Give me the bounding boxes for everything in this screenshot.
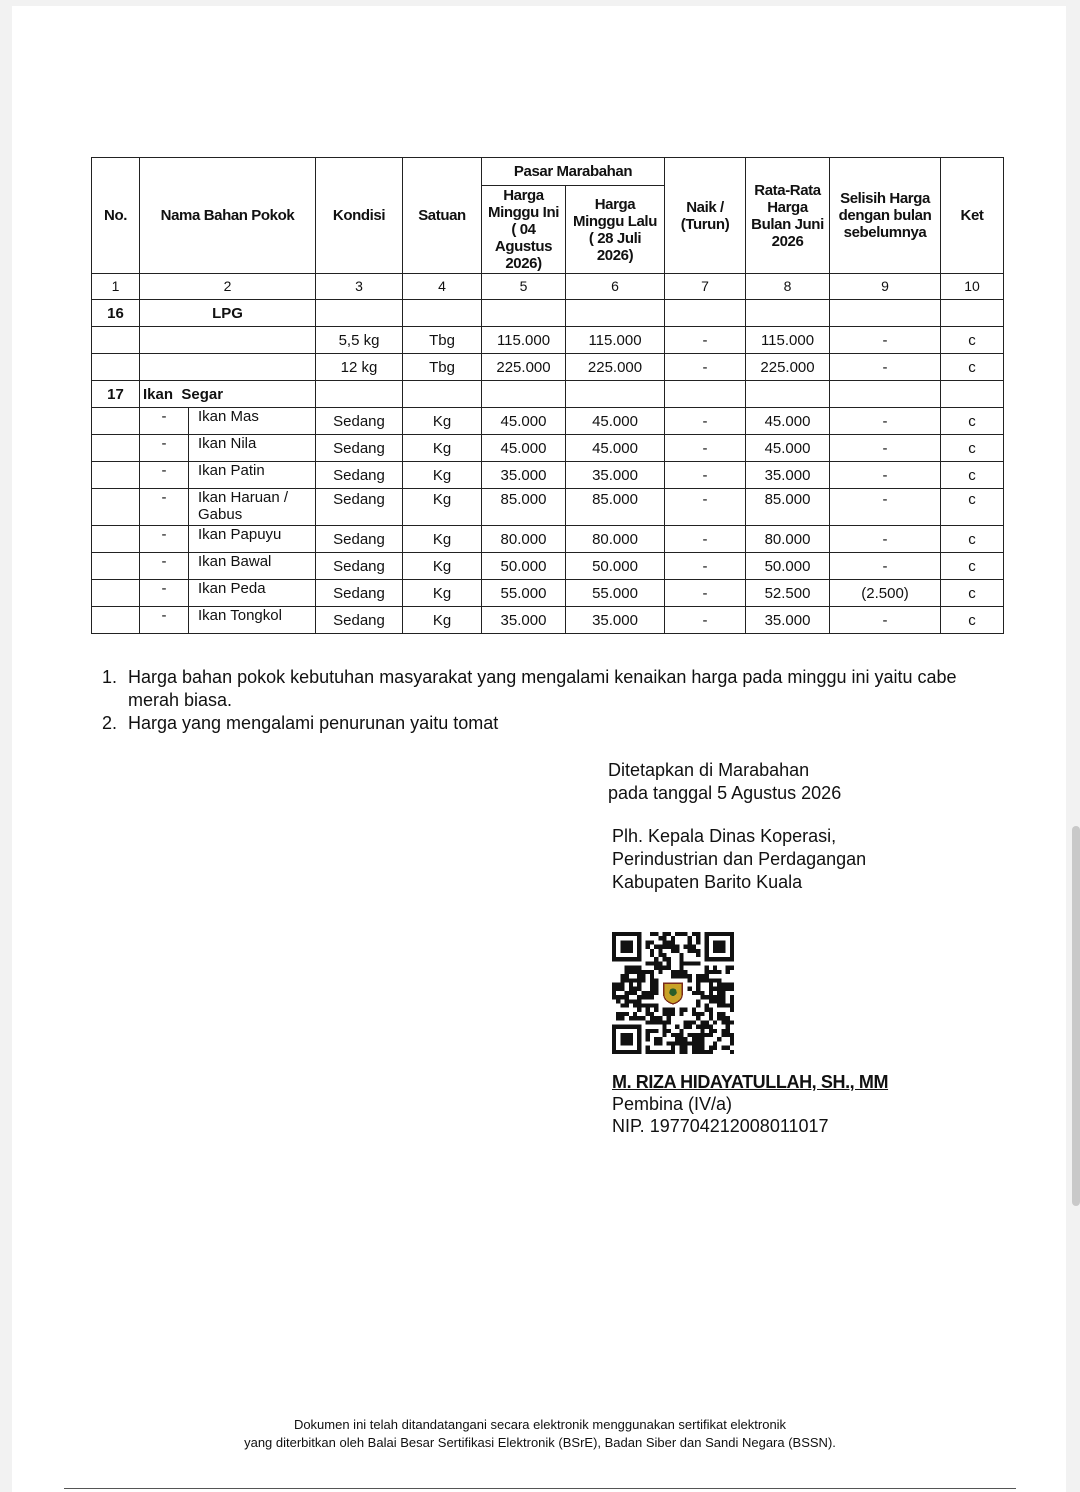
item-ket: c xyxy=(941,327,1004,354)
item-name: Ikan Bawal xyxy=(188,553,315,579)
item-price-this-week: 45.000 xyxy=(482,408,566,435)
item-name: Ikan Tongkol xyxy=(188,607,315,633)
empty-cell xyxy=(482,381,566,408)
signature-office xyxy=(612,825,866,894)
no-cell xyxy=(92,580,140,607)
column-number: 5 xyxy=(482,274,566,300)
item-price-this-week: 35.000 xyxy=(482,462,566,489)
item-name-cell xyxy=(140,435,316,462)
item-price-this-week: 55.000 xyxy=(482,580,566,607)
item-name-cell xyxy=(140,526,316,553)
empty-cell xyxy=(941,300,1004,327)
item-dash: - xyxy=(161,489,167,506)
table-row xyxy=(92,462,1004,489)
office-line-1: Plh. Kepala Dinas Koperasi, xyxy=(612,826,837,846)
item-difference: - xyxy=(830,435,941,462)
note-text: Harga bahan pokok kebutuhan masyarakat yang mengalami kenaikan harga pada minggu ini yaitu cabe merah biasa. xyxy=(128,667,957,710)
table-row xyxy=(92,327,1004,354)
item-ket: c xyxy=(941,408,1004,435)
item-satuan: Kg xyxy=(403,435,482,462)
item-price-this-week: 225.000 xyxy=(482,354,566,381)
item-dash xyxy=(140,327,188,353)
table-row xyxy=(92,408,1004,435)
item-name-cell xyxy=(140,462,316,489)
item-price-last-week: 115.000 xyxy=(566,327,665,354)
item-price-last-week: 80.000 xyxy=(566,526,665,553)
empty-cell xyxy=(941,381,1004,408)
column-number: 6 xyxy=(566,274,665,300)
header-pasar: Pasar Marabahan xyxy=(482,158,665,186)
item-satuan: Kg xyxy=(403,580,482,607)
item-difference: - xyxy=(830,408,941,435)
category-row xyxy=(92,300,1004,327)
header-naik: Naik / (Turun) xyxy=(665,158,746,274)
item-price-this-week: 115.000 xyxy=(482,327,566,354)
note-item xyxy=(100,666,960,712)
item-price-last-week: 85.000 xyxy=(566,489,665,526)
item-satuan: Kg xyxy=(403,607,482,634)
item-name: Ikan Haruan / Gabus xyxy=(188,489,315,525)
item-kondisi: Sedang xyxy=(316,408,403,435)
category-name: LPG xyxy=(140,300,316,327)
item-dash: - xyxy=(161,408,167,425)
column-number: 3 xyxy=(316,274,403,300)
item-dash: - xyxy=(161,607,167,624)
empty-cell xyxy=(746,300,830,327)
column-number-row xyxy=(92,274,1004,300)
table-row xyxy=(92,489,1004,526)
item-kondisi: 12 kg xyxy=(316,354,403,381)
item-ket: c xyxy=(941,526,1004,553)
item-name: Ikan Nila xyxy=(188,435,315,461)
category-name: Ikan Segar xyxy=(140,381,316,408)
item-difference: - xyxy=(830,327,941,354)
item-price-last-week: 35.000 xyxy=(566,607,665,634)
signature-place xyxy=(608,759,841,805)
table-row xyxy=(92,435,1004,462)
item-difference: (2.500) xyxy=(830,580,941,607)
header-nama: Nama Bahan Pokok xyxy=(140,158,316,274)
item-price-last-week: 45.000 xyxy=(566,435,665,462)
item-price-last-week: 45.000 xyxy=(566,408,665,435)
column-number: 10 xyxy=(941,274,1004,300)
item-name-cell xyxy=(140,553,316,580)
item-name-cell xyxy=(140,408,316,435)
empty-cell xyxy=(665,300,746,327)
empty-cell xyxy=(665,381,746,408)
item-ket: c xyxy=(941,607,1004,634)
item-satuan: Tbg xyxy=(403,327,482,354)
item-name: Ikan Papuyu xyxy=(188,526,315,552)
price-table xyxy=(91,157,1004,634)
item-kondisi: Sedang xyxy=(316,489,403,526)
header-kondisi: Kondisi xyxy=(316,158,403,274)
signer-rank: Pembina (IV/a) xyxy=(612,1094,733,1114)
category-row xyxy=(92,381,1004,408)
scrollbar[interactable] xyxy=(1072,826,1080,1206)
no-cell xyxy=(92,354,140,381)
item-price-last-week: 55.000 xyxy=(566,580,665,607)
item-difference: - xyxy=(830,354,941,381)
item-kondisi: Sedang xyxy=(316,435,403,462)
item-name: Ikan Peda xyxy=(188,580,315,606)
item-name-cell xyxy=(140,580,316,607)
item-name: Ikan Patin xyxy=(188,462,315,488)
empty-cell xyxy=(403,300,482,327)
table-row xyxy=(92,526,1004,553)
item-change: - xyxy=(665,489,746,526)
column-number: 9 xyxy=(830,274,941,300)
item-ket: c xyxy=(941,462,1004,489)
item-dash: - xyxy=(161,435,167,452)
signer-nip: NIP. 197704212008011017 xyxy=(612,1116,829,1136)
item-difference: - xyxy=(830,553,941,580)
signer-name: M. RIZA HIDAYATULLAH, SH., MM xyxy=(612,1072,889,1092)
item-difference: - xyxy=(830,489,941,526)
item-average-june: 225.000 xyxy=(746,354,830,381)
office-line-3: Kabupaten Barito Kuala xyxy=(612,872,803,892)
empty-cell xyxy=(566,300,665,327)
emblem-center xyxy=(669,988,677,996)
no-cell xyxy=(92,489,140,526)
empty-cell xyxy=(316,381,403,408)
header-satuan: Satuan xyxy=(403,158,482,274)
no-cell xyxy=(92,553,140,580)
header-selisih: Selisih Harga dengan bulan sebelumnya xyxy=(830,158,941,274)
table-row xyxy=(92,553,1004,580)
no-cell xyxy=(92,408,140,435)
item-name xyxy=(188,354,315,380)
column-number: 1 xyxy=(92,274,140,300)
empty-cell xyxy=(316,300,403,327)
item-ket: c xyxy=(941,489,1004,526)
item-name-cell xyxy=(140,607,316,634)
footer-line-2: yang diterbitkan oleh Balai Besar Sertifikasi Elektronik (BSrE), Badan Siber dan Sandi Negara (BSSN). xyxy=(244,1435,836,1450)
esign-footer xyxy=(0,1416,1080,1452)
item-name-cell xyxy=(140,489,316,526)
item-kondisi: Sedang xyxy=(316,553,403,580)
item-price-this-week: 45.000 xyxy=(482,435,566,462)
item-dash: - xyxy=(161,462,167,479)
item-change: - xyxy=(665,354,746,381)
item-dash xyxy=(140,354,188,380)
item-price-last-week: 225.000 xyxy=(566,354,665,381)
item-kondisi: Sedang xyxy=(316,526,403,553)
column-number: 4 xyxy=(403,274,482,300)
item-price-last-week: 35.000 xyxy=(566,462,665,489)
item-change: - xyxy=(665,607,746,634)
item-change: - xyxy=(665,553,746,580)
item-change: - xyxy=(665,435,746,462)
item-name-cell xyxy=(140,327,316,354)
item-dash: - xyxy=(161,553,167,570)
item-ket: c xyxy=(941,354,1004,381)
item-average-june: 115.000 xyxy=(746,327,830,354)
signature-block xyxy=(612,1071,888,1137)
item-price-this-week: 35.000 xyxy=(482,607,566,634)
item-average-june: 85.000 xyxy=(746,489,830,526)
table-row xyxy=(92,607,1004,634)
item-satuan: Kg xyxy=(403,408,482,435)
item-dash: - xyxy=(161,580,167,597)
note-item xyxy=(100,712,960,735)
no-cell xyxy=(92,327,140,354)
qr-code-icon xyxy=(612,932,734,1054)
item-kondisi: Sedang xyxy=(316,580,403,607)
table-row xyxy=(92,580,1004,607)
item-kondisi: Sedang xyxy=(316,607,403,634)
item-dash: - xyxy=(161,526,167,543)
no-cell xyxy=(92,607,140,634)
header-ket: Ket xyxy=(941,158,1004,274)
item-average-june: 35.000 xyxy=(746,607,830,634)
header-harga-ini: Harga Minggu Ini ( 04 Agustus 2026) xyxy=(482,186,566,274)
item-change: - xyxy=(665,327,746,354)
header-harga-lalu: Harga Minggu Lalu ( 28 Juli 2026) xyxy=(566,186,665,274)
place-line: Ditetapkan di Marabahan xyxy=(608,760,810,780)
note-number: 2. xyxy=(102,713,118,733)
item-name: Ikan Mas xyxy=(188,408,315,434)
category-number: 17 xyxy=(92,381,140,408)
item-satuan: Tbg xyxy=(403,354,482,381)
item-ket: c xyxy=(941,580,1004,607)
item-average-june: 35.000 xyxy=(746,462,830,489)
notes-list xyxy=(100,666,960,735)
no-cell xyxy=(92,435,140,462)
item-name xyxy=(188,327,315,353)
item-price-last-week: 50.000 xyxy=(566,553,665,580)
item-kondisi: 5,5 kg xyxy=(316,327,403,354)
no-cell xyxy=(92,462,140,489)
item-average-june: 80.000 xyxy=(746,526,830,553)
table-row xyxy=(92,354,1004,381)
header-no: No. xyxy=(92,158,140,274)
column-number: 7 xyxy=(665,274,746,300)
no-cell xyxy=(92,526,140,553)
item-satuan: Kg xyxy=(403,489,482,526)
item-difference: - xyxy=(830,607,941,634)
item-change: - xyxy=(665,408,746,435)
item-price-this-week: 50.000 xyxy=(482,553,566,580)
footer-line-1: Dokumen ini telah ditandatangani secara elektronik menggunakan sertifikat elektronik xyxy=(293,1417,787,1432)
empty-cell xyxy=(482,300,566,327)
empty-cell xyxy=(566,381,665,408)
item-difference: - xyxy=(830,462,941,489)
item-change: - xyxy=(665,462,746,489)
item-change: - xyxy=(665,580,746,607)
item-satuan: Kg xyxy=(403,462,482,489)
item-price-this-week: 80.000 xyxy=(482,526,566,553)
header-rata: Rata-Rata Harga Bulan Juni 2026 xyxy=(746,158,830,274)
item-price-this-week: 85.000 xyxy=(482,489,566,526)
item-satuan: Kg xyxy=(403,553,482,580)
empty-cell xyxy=(830,300,941,327)
item-name-cell xyxy=(140,354,316,381)
column-number: 2 xyxy=(140,274,316,300)
item-average-june: 45.000 xyxy=(746,435,830,462)
empty-cell xyxy=(830,381,941,408)
note-text: Harga yang mengalami penurunan yaitu tomat xyxy=(128,713,499,733)
item-ket: c xyxy=(941,553,1004,580)
office-line-2: Perindustrian dan Perdagangan xyxy=(612,849,867,869)
empty-cell xyxy=(403,381,482,408)
item-average-june: 52.500 xyxy=(746,580,830,607)
empty-cell xyxy=(746,381,830,408)
date-line: pada tanggal 5 Agustus 2026 xyxy=(608,783,842,803)
item-difference: - xyxy=(830,526,941,553)
item-kondisi: Sedang xyxy=(316,462,403,489)
note-number: 1. xyxy=(102,667,118,687)
item-average-june: 50.000 xyxy=(746,553,830,580)
item-satuan: Kg xyxy=(403,526,482,553)
item-change: - xyxy=(665,526,746,553)
page-bottom-divider xyxy=(64,1488,1016,1489)
item-average-june: 45.000 xyxy=(746,408,830,435)
column-number: 8 xyxy=(746,274,830,300)
category-number: 16 xyxy=(92,300,140,327)
item-ket: c xyxy=(941,435,1004,462)
